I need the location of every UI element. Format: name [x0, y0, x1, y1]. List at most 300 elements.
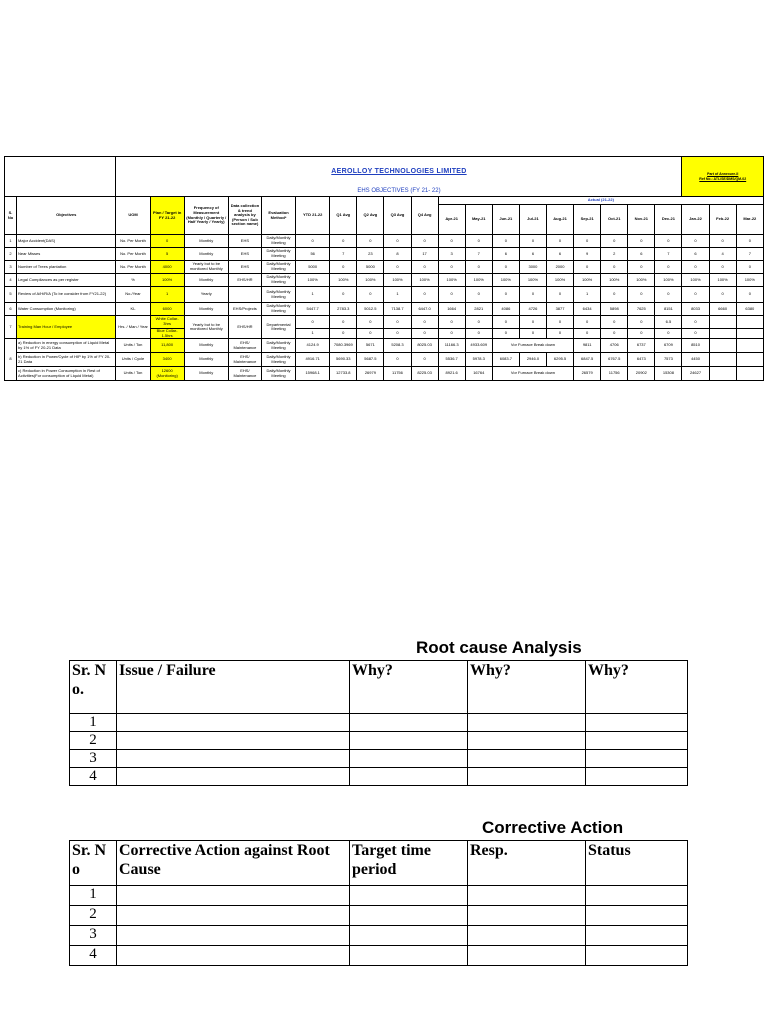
frequency-cell: Monthly: [184, 235, 228, 248]
row-number: 4: [70, 768, 117, 786]
month-value-cell: 100%: [519, 274, 546, 287]
ytd-cell: 1: [296, 287, 330, 303]
month-value-cell: 6: [546, 248, 573, 261]
objective-cell: Review of A/H/R/A (To be consider from FY21-22): [17, 287, 116, 303]
month-value-cell: 7: [465, 248, 492, 261]
month-value-cell: 0: [492, 316, 519, 329]
month-header: Sep-21: [574, 205, 601, 235]
empty-cell: [586, 750, 688, 768]
ytd-cell: 1: [296, 329, 330, 339]
header-q3-avg: Q3 Avg: [384, 197, 411, 235]
annexure-cell: [682, 157, 764, 197]
quarter-avg-cell: 0: [384, 353, 411, 367]
month-value-cell: 6660: [709, 303, 736, 316]
month-value-cell: 0: [601, 316, 628, 329]
frequency-cell: Monthly: [184, 248, 228, 261]
ytd-cell: 0: [296, 316, 330, 329]
quarter-avg-cell: 0: [384, 329, 411, 339]
month-value-cell: 0: [574, 261, 601, 274]
evaluation-cell: Daily/Monthly Meeting: [261, 367, 295, 381]
month-value-cell: 0: [736, 287, 763, 303]
month-value-cell: 5536.7: [438, 353, 465, 367]
quarter-avg-cell: 5671: [357, 339, 384, 353]
month-value-cell: 2000: [546, 261, 573, 274]
month-header: Jul-21: [519, 205, 546, 235]
month-value-cell: 5978.3: [465, 353, 492, 367]
month-value-cell: 3877: [546, 303, 573, 316]
month-value-cell: 7625: [628, 303, 655, 316]
data-collection-cell: EHS: [228, 235, 261, 248]
month-value-cell: 11756: [601, 367, 628, 381]
data-collection-cell: EHS/HR: [228, 274, 261, 287]
objective-cell: c) Reduction in Power Consumption in Rest of Activities(For consumption of Liquid Metal): [17, 367, 116, 381]
ytd-cell: 5000: [296, 261, 330, 274]
month-value-cell: 0: [465, 235, 492, 248]
objective-cell: Training Man Hour / Employee: [17, 316, 116, 339]
evaluation-cell: Daily/Monthly Meeting: [261, 274, 295, 287]
month-value-cell: 0: [574, 235, 601, 248]
root-cause-analysis-table: [69, 660, 688, 786]
quarter-avg-cell: 0: [411, 261, 438, 274]
frequency-cell: Monthly: [184, 303, 228, 316]
header-uom: UOM: [116, 197, 150, 235]
quarter-avg-cell: 100%: [330, 274, 357, 287]
quarter-avg-cell: 5208.3: [384, 339, 411, 353]
month-value-cell: 0: [465, 316, 492, 329]
quarter-avg-cell: 0: [384, 235, 411, 248]
empty-cell: [117, 714, 350, 732]
month-value-cell: 100%: [628, 274, 655, 287]
table-row: [70, 886, 688, 906]
data-collection-cell: EHS: [228, 248, 261, 261]
empty-cell: [350, 926, 468, 946]
empty-cell: [468, 946, 586, 966]
row-number: 5: [5, 287, 17, 303]
ytd-cell: 15968.1: [296, 367, 330, 381]
month-value-cell: 100%: [709, 274, 736, 287]
table-row: [70, 750, 688, 768]
month-header: Jun-21: [492, 205, 519, 235]
month-value-cell: 8921.6: [438, 367, 465, 381]
month-value-cell: 5898: [601, 303, 628, 316]
month-value-cell: 0: [519, 235, 546, 248]
header-q4-avg: Q4 Avg: [411, 197, 438, 235]
objective-cell: Near Misses: [17, 248, 116, 261]
month-value-cell: 6.5: [655, 316, 682, 329]
month-value-cell: 7573: [655, 353, 682, 367]
month-value-cell: 8510: [682, 339, 709, 353]
quarter-avg-cell: 0: [330, 287, 357, 303]
month-value-cell: 6434: [574, 303, 601, 316]
month-value-cell: 7: [736, 248, 763, 261]
month-value-cell: 0: [546, 316, 573, 329]
month-value-cell: 0: [519, 287, 546, 303]
month-value-cell: 100%: [682, 274, 709, 287]
row-number: 3: [70, 750, 117, 768]
month-value-cell: 0: [601, 261, 628, 274]
ytd-cell: 4916.71: [296, 353, 330, 367]
row-number: 2: [5, 248, 17, 261]
plan-cell: 5: [150, 248, 184, 261]
actual-header: Actual (21-22): [438, 197, 763, 205]
month-header: Dec-21: [655, 205, 682, 235]
frequency-cell: Yearly but to be monitored Monthly: [184, 316, 228, 339]
ytd-cell: 4124.9: [296, 339, 330, 353]
row-number: 8: [5, 339, 17, 381]
empty-cell: [117, 768, 350, 786]
frequency-cell: Monthly: [184, 367, 228, 381]
month-value-cell: 4: [709, 248, 736, 261]
uom-cell: Units / Ton: [116, 339, 150, 353]
evaluation-cell: Daily/Monthly Meeting: [261, 248, 295, 261]
month-value-cell: 0: [682, 287, 709, 303]
empty-cell: [350, 886, 468, 906]
table-row: [70, 732, 688, 750]
month-header: Nov-21: [628, 205, 655, 235]
ytd-cell: 5447.7: [296, 303, 330, 316]
ca-header-cell: Corrective Action against Root Cause: [117, 841, 350, 886]
rca-header-cell: Sr. N o.: [70, 661, 117, 714]
row-number: 2: [70, 732, 117, 750]
empty-cell: [468, 768, 586, 786]
month-value-cell: 100%: [492, 274, 519, 287]
quarter-avg-cell: 2783.3: [330, 303, 357, 316]
ca-header-cell: Target time period: [350, 841, 468, 886]
evaluation-cell: Departmental Meeting: [261, 316, 295, 339]
month-value-cell: 1664: [438, 303, 465, 316]
month-value-cell: 0: [438, 235, 465, 248]
rca-header-cell: Why?: [350, 661, 468, 714]
quarter-avg-cell: 0: [411, 287, 438, 303]
uom-cell: Units / Cycle: [116, 353, 150, 367]
objective-cell: Water Consumption (Monitoring): [17, 303, 116, 316]
ytd-cell: 0: [296, 235, 330, 248]
table-row: [70, 714, 688, 732]
evaluation-cell: Daily/Monthly Meeting: [261, 287, 295, 303]
empty-cell: [350, 714, 468, 732]
ehs-objectives-subtitle: EHS OBJECTIVES (FY 21- 22): [116, 187, 682, 197]
quarter-avg-cell: 0: [330, 316, 357, 329]
quarter-avg-cell: 5000: [357, 261, 384, 274]
row-number: 7: [5, 316, 17, 339]
quarter-avg-cell: 0: [357, 235, 384, 248]
plan-cell: 3400: [150, 353, 184, 367]
month-value-cell: 0: [546, 329, 573, 339]
rca-header-cell: Why?: [586, 661, 688, 714]
month-value-cell: 0: [682, 235, 709, 248]
evaluation-cell: Daily/Monthly Meeting: [261, 261, 295, 274]
header-evaluation-method: Evaluation Method*: [261, 197, 295, 235]
rca-header-cell: Why?: [468, 661, 586, 714]
month-value-cell: 6: [492, 248, 519, 261]
evaluation-cell: Daily/Monthly Meeting: [261, 339, 295, 353]
empty-cell: [586, 906, 688, 926]
quarter-avg-cell: 7080.3969: [330, 339, 357, 353]
month-value-cell: 0: [709, 235, 736, 248]
month-value-cell: 0: [655, 287, 682, 303]
quarter-avg-cell: 0: [330, 261, 357, 274]
empty-cell: [117, 946, 350, 966]
month-value-cell: 0: [546, 235, 573, 248]
month-value-cell: 6295.5: [546, 353, 573, 367]
uom-cell: No. Per Month: [116, 235, 150, 248]
quarter-avg-cell: 0: [330, 329, 357, 339]
header-sno: S. No: [5, 197, 17, 235]
quarter-avg-cell: 100%: [384, 274, 411, 287]
month-value-cell: 1: [574, 287, 601, 303]
plan-cell: 0: [150, 235, 184, 248]
uom-cell: Hrs. / Man / Year: [116, 316, 150, 339]
month-value-cell: 4450: [682, 353, 709, 367]
month-value-cell: 0: [546, 287, 573, 303]
month-value-cell: 6847.5: [574, 353, 601, 367]
uom-cell: Units / Ton: [116, 367, 150, 381]
month-value-cell: 0: [519, 316, 546, 329]
ytd-cell: 100%: [296, 274, 330, 287]
table-row: [5, 339, 764, 353]
month-value-cell: 0: [574, 316, 601, 329]
quarter-avg-cell: 0: [411, 235, 438, 248]
month-value-cell: 0: [492, 329, 519, 339]
month-value-cell: 2946.0: [519, 353, 546, 367]
table-row: [70, 946, 688, 966]
quarter-avg-cell: 0: [411, 353, 438, 367]
plan-cell: 100%: [150, 274, 184, 287]
empty-cell: [709, 367, 736, 381]
month-value-cell: 0: [655, 261, 682, 274]
empty-cell: [468, 926, 586, 946]
month-value-cell: 0: [465, 329, 492, 339]
month-value-cell: 100%: [574, 274, 601, 287]
month-value-cell: 100%: [438, 274, 465, 287]
month-value-cell: 2821: [465, 303, 492, 316]
month-value-cell: 0: [465, 287, 492, 303]
table-row: [5, 235, 764, 248]
ehs-objectives-table: [4, 156, 764, 381]
quarter-avg-cell: 8225.03: [411, 367, 438, 381]
frequency-cell: Yearly: [184, 287, 228, 303]
header-q1-avg: Q1 Avg: [330, 197, 357, 235]
month-value-cell: 0: [628, 235, 655, 248]
empty-cell: [468, 886, 586, 906]
empty-cell: [117, 750, 350, 768]
month-value-cell: 6083.7: [492, 353, 519, 367]
quarter-avg-cell: 100%: [411, 274, 438, 287]
quarter-avg-cell: 23: [357, 248, 384, 261]
data-collection-cell: [228, 287, 261, 303]
frequency-cell: Monthly: [184, 353, 228, 367]
objective-cell: Legal Compliances as per register: [17, 274, 116, 287]
month-value-cell: 0: [628, 261, 655, 274]
quarter-avg-cell: 12733.8: [330, 367, 357, 381]
month-value-cell: 0: [709, 261, 736, 274]
month-value-cell: 100%: [655, 274, 682, 287]
corner-blank-cell: [5, 157, 116, 197]
month-value-cell: 0: [519, 329, 546, 339]
objective-cell: Major Accident(DAS): [17, 235, 116, 248]
empty-cell: [468, 714, 586, 732]
month-value-cell: 3: [438, 248, 465, 261]
empty-cell: [709, 353, 736, 367]
objective-cell: b) Reduction in Power/Cycle of HIP by 1% of FY 20-21 Data: [17, 353, 116, 367]
month-value-cell: 2: [601, 248, 628, 261]
month-value-cell: 6473: [628, 353, 655, 367]
annexure-label: Part of Annexure-II: [707, 172, 739, 177]
plan-cell: 12600 (Monitoring): [150, 367, 184, 381]
month-value-cell: 100%: [601, 274, 628, 287]
quarter-avg-cell: 8: [384, 248, 411, 261]
month-header: Apr-21: [438, 205, 465, 235]
month-value-cell: 0: [655, 235, 682, 248]
plan-cell: 6000: [150, 303, 184, 316]
row-number: 1: [70, 714, 117, 732]
month-header: Feb-22: [709, 205, 736, 235]
empty-cell: [468, 906, 586, 926]
month-value-cell: 6767.5: [601, 353, 628, 367]
row-number: 2: [70, 906, 117, 926]
empty-cell: [350, 750, 468, 768]
row-number: 1: [5, 235, 17, 248]
month-value-cell: 0: [465, 261, 492, 274]
empty-cell: [736, 367, 763, 381]
empty-cell: [736, 329, 763, 339]
empty-cell: [117, 906, 350, 926]
evaluation-cell: Daily/Monthly Meeting: [261, 235, 295, 248]
ytd-cell: 56: [296, 248, 330, 261]
ca-header-cell: Resp.: [468, 841, 586, 886]
furnace-breakdown-note: Vor Furnace Break down: [492, 367, 573, 381]
objective-cell: a) Reduction in energy consumption of Liquid Metal by 1% of FY 20-21 Data: [17, 339, 116, 353]
company-name: AEROLLOY TECHNOLOGIES LIMITED: [116, 157, 682, 187]
month-value-cell: 0: [628, 316, 655, 329]
month-value-cell: 6380: [736, 303, 763, 316]
row-number: 4: [70, 946, 117, 966]
data-collection-cell: EHS/ Maintenance: [228, 353, 261, 367]
empty-cell: [350, 768, 468, 786]
month-value-cell: 8151: [655, 303, 682, 316]
empty-cell: [586, 946, 688, 966]
header-plan-target: Plan / Target in FY 21-22: [150, 197, 184, 235]
month-value-cell: 0: [736, 235, 763, 248]
quarter-avg-cell: 0: [384, 261, 411, 274]
header-objectives: Objectives: [17, 197, 116, 235]
quarter-avg-cell: 17: [411, 248, 438, 261]
month-value-cell: 15308: [655, 367, 682, 381]
month-value-cell: 11166.3: [438, 339, 465, 353]
month-header: May-21: [465, 205, 492, 235]
uom-cell: No. Per Month: [116, 248, 150, 261]
table-row: [70, 768, 688, 786]
quarter-avg-cell: 0: [330, 235, 357, 248]
month-value-cell: 4726: [519, 303, 546, 316]
month-value-cell: 0: [438, 316, 465, 329]
reference-number: Ref No.: ATL/SE/DMS/QM-02: [699, 176, 747, 181]
month-value-cell: 4706: [601, 339, 628, 353]
month-value-cell: 0: [438, 287, 465, 303]
empty-cell: [586, 768, 688, 786]
row-number: 4: [5, 274, 17, 287]
plan-cell-white-collar: White Collar- 3hrs: [150, 316, 184, 329]
month-value-cell: 6737: [628, 339, 655, 353]
month-value-cell: 0: [682, 261, 709, 274]
empty-cell: [586, 732, 688, 750]
table-row: [5, 303, 764, 316]
empty-cell: [586, 886, 688, 906]
month-value-cell: 0: [601, 329, 628, 339]
table-row: [5, 287, 764, 303]
month-value-cell: 6: [519, 248, 546, 261]
empty-cell: [117, 732, 350, 750]
row-number: 3: [70, 926, 117, 946]
empty-cell: [350, 906, 468, 926]
month-value-cell: 16764: [465, 367, 492, 381]
frequency-cell: Monthly: [184, 274, 228, 287]
empty-cell: [586, 714, 688, 732]
month-value-cell: 100%: [736, 274, 763, 287]
header-data-collection: Data collection & trend analysis by (Person / Sub section name): [228, 197, 261, 235]
month-value-cell: 4933.609: [465, 339, 492, 353]
data-collection-cell: EHS/HR: [228, 316, 261, 339]
empty-cell: [350, 946, 468, 966]
quarter-avg-cell: 0: [411, 329, 438, 339]
empty-cell: [117, 886, 350, 906]
empty-cell: [468, 750, 586, 768]
table-row: [5, 248, 764, 261]
month-value-cell: 0: [574, 329, 601, 339]
month-value-cell: 3000: [519, 261, 546, 274]
data-collection-cell: EHS/ Maintenance: [228, 339, 261, 353]
table-row: [5, 316, 764, 329]
month-value-cell: 0: [628, 287, 655, 303]
table-row: [70, 926, 688, 946]
table-row: [5, 367, 764, 381]
month-header: Jan-22: [682, 205, 709, 235]
table-row: [5, 353, 764, 367]
furnace-breakdown-note: Vor Furnace Break down: [492, 339, 573, 353]
ca-header-cell: Sr. N o: [70, 841, 117, 886]
root-cause-analysis-title: Root cause Analysis: [416, 638, 582, 657]
header-ytd: YTD 21-22: [296, 197, 330, 235]
plan-cell: 1: [150, 287, 184, 303]
month-value-cell: 0: [682, 316, 709, 329]
month-value-cell: 0: [736, 261, 763, 274]
quarter-avg-cell: 7: [330, 248, 357, 261]
month-value-cell: 9811: [574, 339, 601, 353]
empty-cell: [736, 316, 763, 329]
empty-cell: [709, 316, 736, 329]
month-value-cell: 6709: [655, 339, 682, 353]
month-value-cell: 0: [601, 235, 628, 248]
uom-cell: %: [116, 274, 150, 287]
corrective-action-title: Corrective Action: [482, 818, 624, 837]
quarter-avg-cell: 5690.33: [330, 353, 357, 367]
uom-cell: No./Year: [116, 287, 150, 303]
quarter-avg-cell: 100%: [357, 274, 384, 287]
quarter-avg-cell: 0: [357, 316, 384, 329]
month-value-cell: 0: [601, 287, 628, 303]
header-frequency: Frequency of Measurement (Monthly / Quarterly / Half Yearly / Yearly): [184, 197, 228, 235]
quarter-avg-cell: 0: [411, 316, 438, 329]
month-header: Oct-21: [601, 205, 628, 235]
rca-header-cell: Issue / Failure: [117, 661, 350, 714]
quarter-avg-cell: 6447.0: [411, 303, 438, 316]
month-value-cell: 9: [574, 248, 601, 261]
quarter-avg-cell: 0: [357, 329, 384, 339]
frequency-cell: Monthly: [184, 339, 228, 353]
row-number: 3: [5, 261, 17, 274]
month-value-cell: 0: [492, 287, 519, 303]
quarter-avg-cell: 7138.7: [384, 303, 411, 316]
